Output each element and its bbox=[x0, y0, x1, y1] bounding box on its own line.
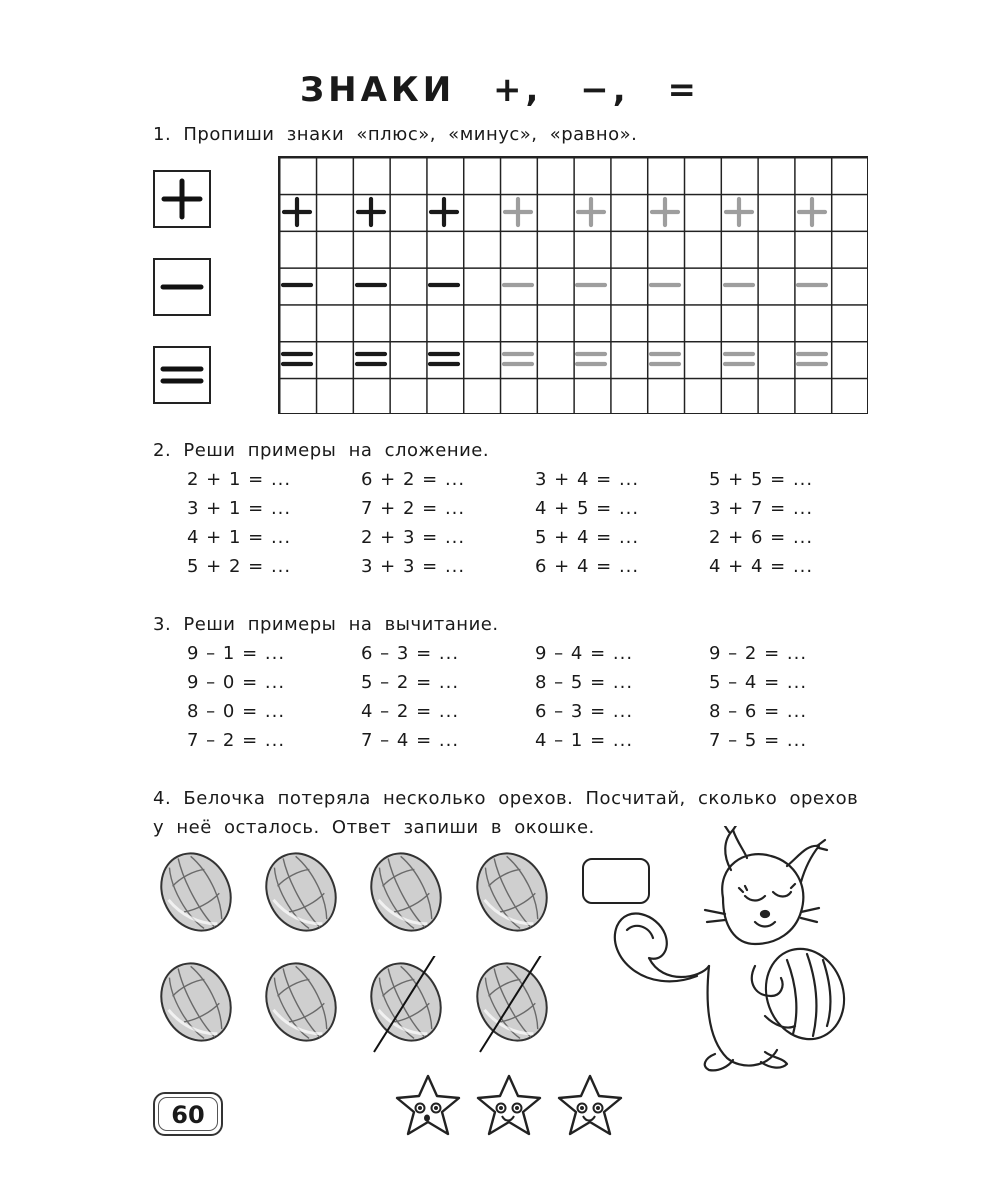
addition-example: 6 + 2 = ... bbox=[361, 469, 466, 490]
sample-equals-sign bbox=[279, 341, 315, 377]
sample-equals-sign bbox=[353, 341, 389, 377]
addition-example: 5 + 4 = ... bbox=[535, 527, 640, 548]
task-4-instruction-line-2: у неё осталось. Ответ запиши в окошке. bbox=[153, 817, 595, 838]
crossed-nut bbox=[470, 956, 554, 1060]
subtraction-example: 5 – 2 = ... bbox=[361, 672, 460, 693]
sample-equals-sign bbox=[426, 341, 462, 377]
trace-equals-sign bbox=[794, 341, 830, 377]
trace-minus-sign bbox=[721, 267, 757, 303]
nut bbox=[470, 846, 554, 950]
nut bbox=[154, 846, 238, 950]
page-title: ЗНАКИ +, −, = bbox=[300, 70, 700, 110]
addition-example: 2 + 1 = ... bbox=[187, 469, 292, 490]
star-icon bbox=[393, 1072, 463, 1144]
task-3-instruction: 3. Реши примеры на вычитание. bbox=[153, 614, 499, 635]
subtraction-example: 5 – 4 = ... bbox=[709, 672, 808, 693]
minus-sign-sample bbox=[153, 258, 211, 316]
nut bbox=[154, 956, 238, 1060]
trace-equals-sign bbox=[647, 341, 683, 377]
task-2-instruction: 2. Реши примеры на сложение. bbox=[153, 440, 490, 461]
subtraction-example: 7 – 4 = ... bbox=[361, 730, 460, 751]
task-1-instruction: 1. Пропиши знаки «плюс», «минус», «равно». bbox=[153, 124, 638, 145]
addition-example: 3 + 4 = ... bbox=[535, 469, 640, 490]
subtraction-example: 9 – 2 = ... bbox=[709, 643, 808, 664]
nut bbox=[364, 846, 448, 950]
addition-example: 3 + 1 = ... bbox=[187, 498, 292, 519]
addition-example: 5 + 5 = ... bbox=[709, 469, 814, 490]
sample-plus-sign bbox=[279, 194, 315, 230]
subtraction-example: 4 – 1 = ... bbox=[535, 730, 634, 751]
squirrel-illustration bbox=[605, 826, 855, 1076]
subtraction-example: 6 – 3 = ... bbox=[361, 643, 460, 664]
subtraction-example: 9 – 0 = ... bbox=[187, 672, 286, 693]
subtraction-example: 8 – 6 = ... bbox=[709, 701, 808, 722]
trace-plus-sign bbox=[794, 194, 830, 230]
trace-plus-sign bbox=[647, 194, 683, 230]
subtraction-example: 7 – 5 = ... bbox=[709, 730, 808, 751]
addition-example: 5 + 2 = ... bbox=[187, 556, 292, 577]
trace-plus-sign bbox=[500, 194, 536, 230]
subtraction-example: 6 – 3 = ... bbox=[535, 701, 634, 722]
addition-example: 3 + 3 = ... bbox=[361, 556, 466, 577]
page-number: 60 bbox=[158, 1097, 218, 1131]
star-icon bbox=[474, 1072, 544, 1144]
crossed-nut bbox=[364, 956, 448, 1060]
trace-equals-sign bbox=[721, 341, 757, 377]
addition-example: 7 + 2 = ... bbox=[361, 498, 466, 519]
equals-sign-sample bbox=[153, 346, 211, 404]
trace-equals-sign bbox=[500, 341, 536, 377]
subtraction-example: 8 – 0 = ... bbox=[187, 701, 286, 722]
subtraction-example: 9 – 4 = ... bbox=[535, 643, 634, 664]
trace-plus-sign bbox=[721, 194, 757, 230]
addition-example: 3 + 7 = ... bbox=[709, 498, 814, 519]
equals-icon bbox=[155, 348, 209, 402]
sample-minus-sign bbox=[426, 267, 462, 303]
sample-plus-sign bbox=[353, 194, 389, 230]
addition-example: 2 + 6 = ... bbox=[709, 527, 814, 548]
trace-plus-sign bbox=[573, 194, 609, 230]
subtraction-example: 7 – 2 = ... bbox=[187, 730, 286, 751]
nut bbox=[259, 846, 343, 950]
minus-icon bbox=[155, 260, 209, 314]
star-icon bbox=[555, 1072, 625, 1144]
trace-equals-sign bbox=[573, 341, 609, 377]
subtraction-example: 4 – 2 = ... bbox=[361, 701, 460, 722]
plus-sign-sample bbox=[153, 170, 211, 228]
addition-example: 4 + 4 = ... bbox=[709, 556, 814, 577]
addition-example: 2 + 3 = ... bbox=[361, 527, 466, 548]
addition-example: 4 + 1 = ... bbox=[187, 527, 292, 548]
nut bbox=[259, 956, 343, 1060]
trace-minus-sign bbox=[500, 267, 536, 303]
subtraction-example: 9 – 1 = ... bbox=[187, 643, 286, 664]
task-4-instruction-line-1: 4. Белочка потеряла несколько орехов. Посчитай, сколько орехов bbox=[153, 788, 859, 809]
sample-plus-sign bbox=[426, 194, 462, 230]
addition-example: 4 + 5 = ... bbox=[535, 498, 640, 519]
trace-minus-sign bbox=[794, 267, 830, 303]
plus-icon bbox=[155, 172, 209, 226]
subtraction-example: 8 – 5 = ... bbox=[535, 672, 634, 693]
trace-minus-sign bbox=[647, 267, 683, 303]
page-number-badge bbox=[153, 1092, 223, 1136]
trace-minus-sign bbox=[573, 267, 609, 303]
sample-minus-sign bbox=[353, 267, 389, 303]
addition-example: 6 + 4 = ... bbox=[535, 556, 640, 577]
sample-minus-sign bbox=[279, 267, 315, 303]
